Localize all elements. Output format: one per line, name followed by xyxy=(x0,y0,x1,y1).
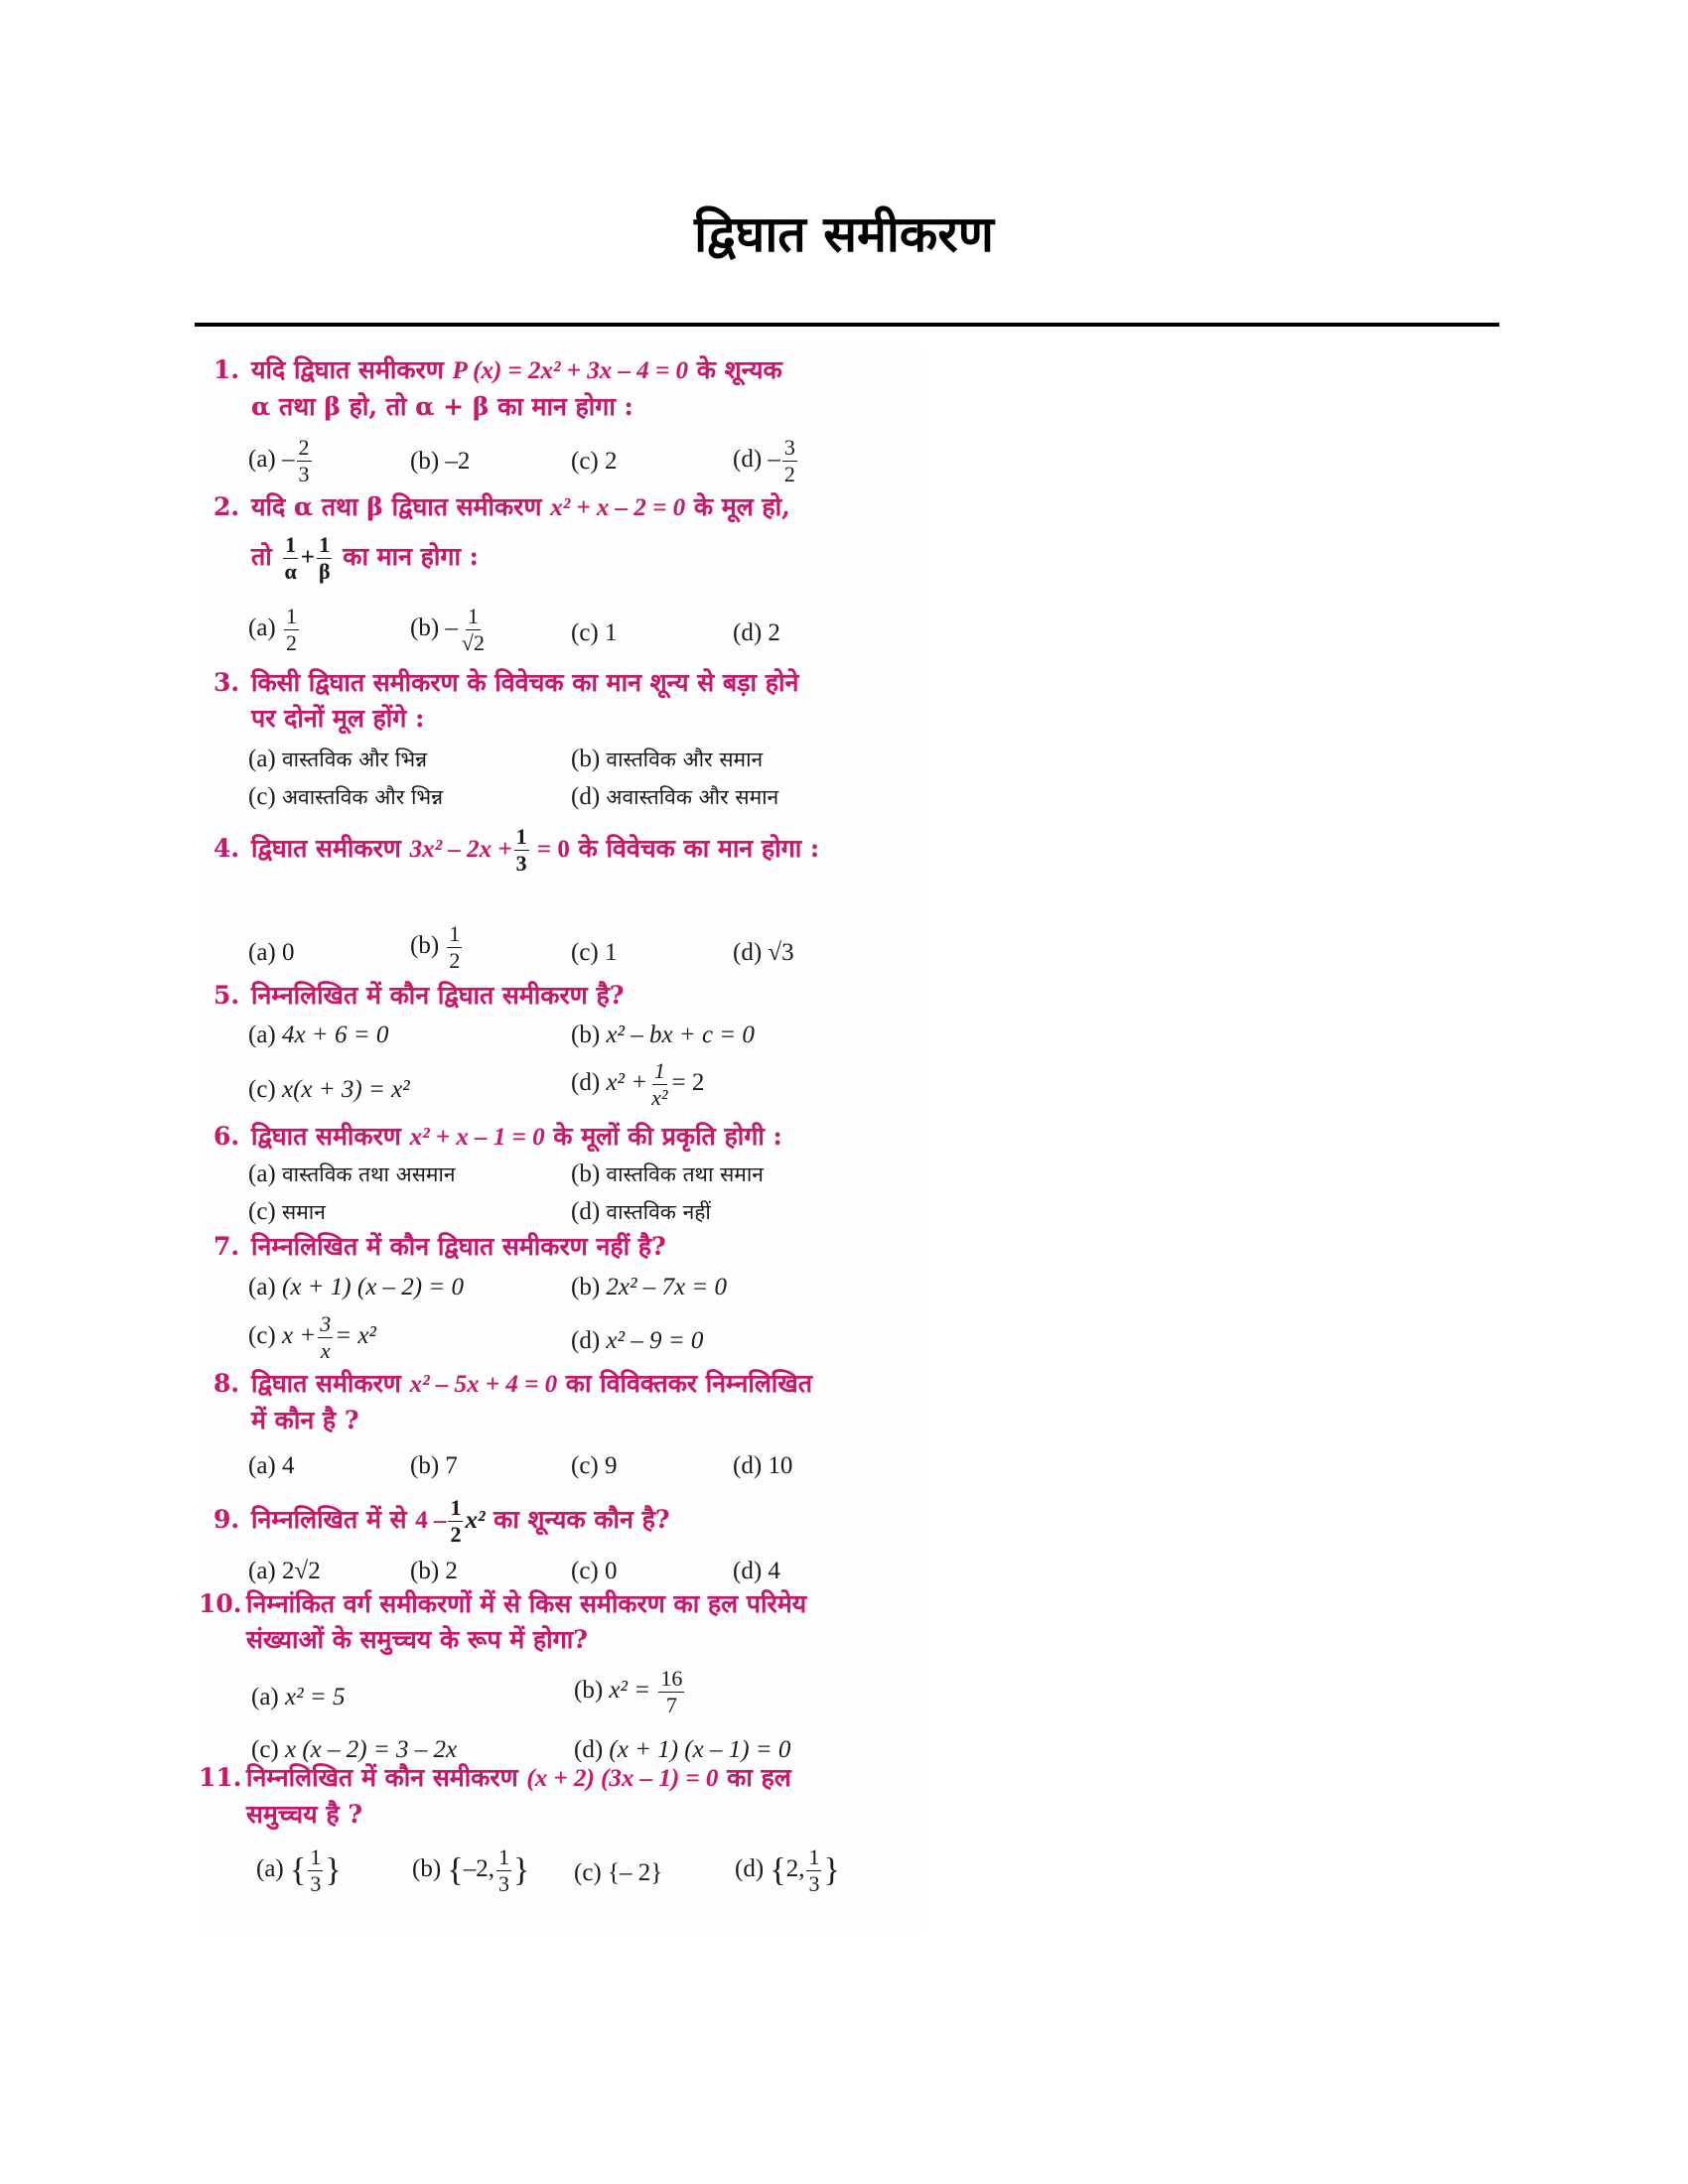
option-a: (a) { $\frac{1}{3}$ } xyxy=(256,1844,342,1896)
equation: (x + 2) (3x – 1) = 0 xyxy=(526,1765,719,1792)
option-a: (a) 4x + 6 = 0 xyxy=(248,1022,389,1048)
option-c: (c) समान xyxy=(248,1198,326,1225)
option-c: (c) 9 xyxy=(571,1452,618,1479)
question-text: किसी द्विघात समीकरण के विवेचक का मान शून्य से बड़ा होने xyxy=(251,668,799,697)
option-c: (c) x + $\frac{3}{x}$ = x² xyxy=(248,1311,376,1363)
option-b: (b) x² = $\frac{16}{7}$ xyxy=(574,1666,683,1717)
question-number: 8. xyxy=(213,1369,240,1398)
question-text-line2: में कौन है ? xyxy=(251,1406,359,1434)
option-d: (d) x² + $\frac{1}{\text{x²}}$ = 2 xyxy=(571,1058,705,1110)
option-d: (d) √3 xyxy=(733,939,794,966)
option-a: (a) (x + 1) (x – 2) = 0 xyxy=(248,1274,464,1300)
question-1 xyxy=(213,352,909,425)
option-c: (c) x (x – 2) = 3 – 2x xyxy=(251,1736,458,1763)
option-b: (b) वास्तविक और समान xyxy=(571,746,764,772)
question-number: 10. xyxy=(199,1589,242,1618)
question-number: 7. xyxy=(213,1232,240,1261)
option-c: (c) अवास्तविक और भिन्न xyxy=(248,783,444,810)
option-b: (b) x² – bx + c = 0 xyxy=(571,1022,755,1048)
equation: x² + x – 2 = 0 xyxy=(550,494,686,521)
option-d: (d) अवास्तविक और समान xyxy=(571,783,779,810)
question-number: 1. xyxy=(213,355,240,384)
question-text: के मूल हो, xyxy=(685,492,790,521)
question-text: यदि द्विघात समीकरण xyxy=(251,355,453,384)
option-d: (d) 4 xyxy=(733,1558,780,1584)
question-text-line2: समुच्चय है ? xyxy=(246,1800,362,1829)
question-6 xyxy=(213,1119,928,1156)
question-text: निम्नलिखित में कौन द्विघात समीकरण नहीं है? xyxy=(251,1232,666,1261)
question-text: का हल xyxy=(718,1763,791,1792)
question-10 xyxy=(199,1586,923,1658)
question-11 xyxy=(199,1760,923,1833)
option-b: (b) 7 xyxy=(410,1452,458,1479)
equation: P (x) = 2x² + 3x – 4 = 0 xyxy=(452,357,689,384)
option-b: (b) –2 xyxy=(410,448,471,475)
option-c: (c) 0 xyxy=(571,1558,618,1584)
option-b: (b) – $\frac{1}{√2}$ xyxy=(410,604,485,655)
question-number: 3. xyxy=(213,668,240,697)
question-text: द्विघात समीकरण xyxy=(251,834,410,863)
question-text: निम्नलिखित में कौन समीकरण xyxy=(246,1763,527,1792)
equation: x² – 5x + 4 = 0 xyxy=(409,1371,558,1398)
option-a: (a) – $\frac{2}{3}$ xyxy=(248,435,310,486)
question-5 xyxy=(213,978,928,1014)
question-number: 11. xyxy=(199,1763,242,1792)
option-d: (d) (x + 1) (x – 1) = 0 xyxy=(574,1736,791,1763)
question-number: 9. xyxy=(213,1505,240,1534)
option-a: (a) वास्तविक और भिन्न xyxy=(248,746,428,772)
question-9: 9. निम्नलिखित में से 4 – $\frac{1}{2}$ x² का शून्यक कौन है? xyxy=(213,1495,670,1547)
question-text: के विवेचक का मान होगा : xyxy=(569,834,820,863)
option-d: (d) 10 xyxy=(733,1452,793,1479)
question-text: द्विघात समीकरण xyxy=(251,1122,410,1151)
question-text: निम्नलिखित में से xyxy=(251,1505,416,1534)
question-text-line2: α तथा β हो, तो α + β का मान होगा : xyxy=(251,392,633,421)
equation: 3x² – 2x + xyxy=(409,836,512,863)
question-text: निम्नांकित वर्ग समीकरणों में से किस समीकरण का हल परिमेय xyxy=(246,1589,807,1618)
option-b: (b) 2 xyxy=(410,1558,458,1584)
question-text: यदि α तथा β द्विघात समीकरण xyxy=(251,492,551,521)
option-b: (b) वास्तविक तथा समान xyxy=(571,1160,764,1187)
question-text: का विविक्तकर निम्नलिखित xyxy=(557,1369,812,1398)
option-c: (c) 1 xyxy=(571,619,618,646)
question-text: के शून्यक xyxy=(688,355,782,384)
equation: x² + x – 1 = 0 xyxy=(409,1124,545,1151)
option-b: (b) {–2, $\frac{1}{3}$ } xyxy=(412,1844,530,1896)
question-number: 5. xyxy=(213,981,240,1010)
option-d: (d) x² – 9 = 0 xyxy=(571,1327,704,1354)
option-c: (c) 1 xyxy=(571,939,618,966)
page-title: द्विघात समीकरण xyxy=(694,205,994,263)
question-text: का शून्यक कौन है? xyxy=(485,1505,670,1534)
option-c: (c) 2 xyxy=(571,448,618,475)
question-text: द्विघात समीकरण xyxy=(251,1369,410,1398)
question-text: के मूलों की प्रकृति होगी : xyxy=(544,1122,782,1151)
question-3 xyxy=(213,665,928,737)
option-d: (d) वास्तविक नहीं xyxy=(571,1198,711,1225)
option-d: (d) {2, $\frac{1}{3}$ } xyxy=(735,1844,840,1896)
option-a: (a) 2√2 xyxy=(248,1558,321,1584)
option-a: (a) 4 xyxy=(248,1452,295,1479)
option-a: (a) 0 xyxy=(248,939,295,966)
option-a: (a) $\frac{1}{2}$ xyxy=(248,604,297,655)
question-number: 6. xyxy=(213,1122,240,1151)
question-2-line2: तो $\frac{1}{\alpha}$ + $\frac{1}{\beta}$ का मान होगा : xyxy=(251,532,479,584)
question-8 xyxy=(213,1366,928,1438)
title-divider xyxy=(195,323,1499,327)
question-text: निम्नलिखित में कौन द्विघात समीकरण है? xyxy=(251,981,625,1010)
question-number: 4. xyxy=(213,834,240,863)
question-text-line2: संख्याओं के समुच्चय के रूप में होगा? xyxy=(246,1625,588,1654)
question-2 xyxy=(213,489,909,526)
question-4: 4. द्विघात समीकरण 3x² – 2x + $\frac{1}{3}$ = 0 के विवेचक का मान होगा : xyxy=(213,824,820,876)
option-a: (a) x² = 5 xyxy=(251,1684,346,1710)
option-d: (d) 2 xyxy=(733,619,780,646)
option-c: (c) x(x + 3) = x² xyxy=(248,1076,410,1103)
option-c: (c) {– 2} xyxy=(574,1859,663,1886)
option-d: (d) – $\frac{3}{2}$ xyxy=(733,435,795,486)
question-number: 2. xyxy=(213,492,240,521)
question-7 xyxy=(213,1229,928,1265)
option-b: (b) 2x² – 7x = 0 xyxy=(571,1274,727,1300)
option-b: (b) $\frac{1}{2}$ xyxy=(410,921,461,973)
question-text-line2: पर दोनों मूल होंगे : xyxy=(251,704,425,733)
option-a: (a) वास्तविक तथा असमान xyxy=(248,1160,456,1187)
